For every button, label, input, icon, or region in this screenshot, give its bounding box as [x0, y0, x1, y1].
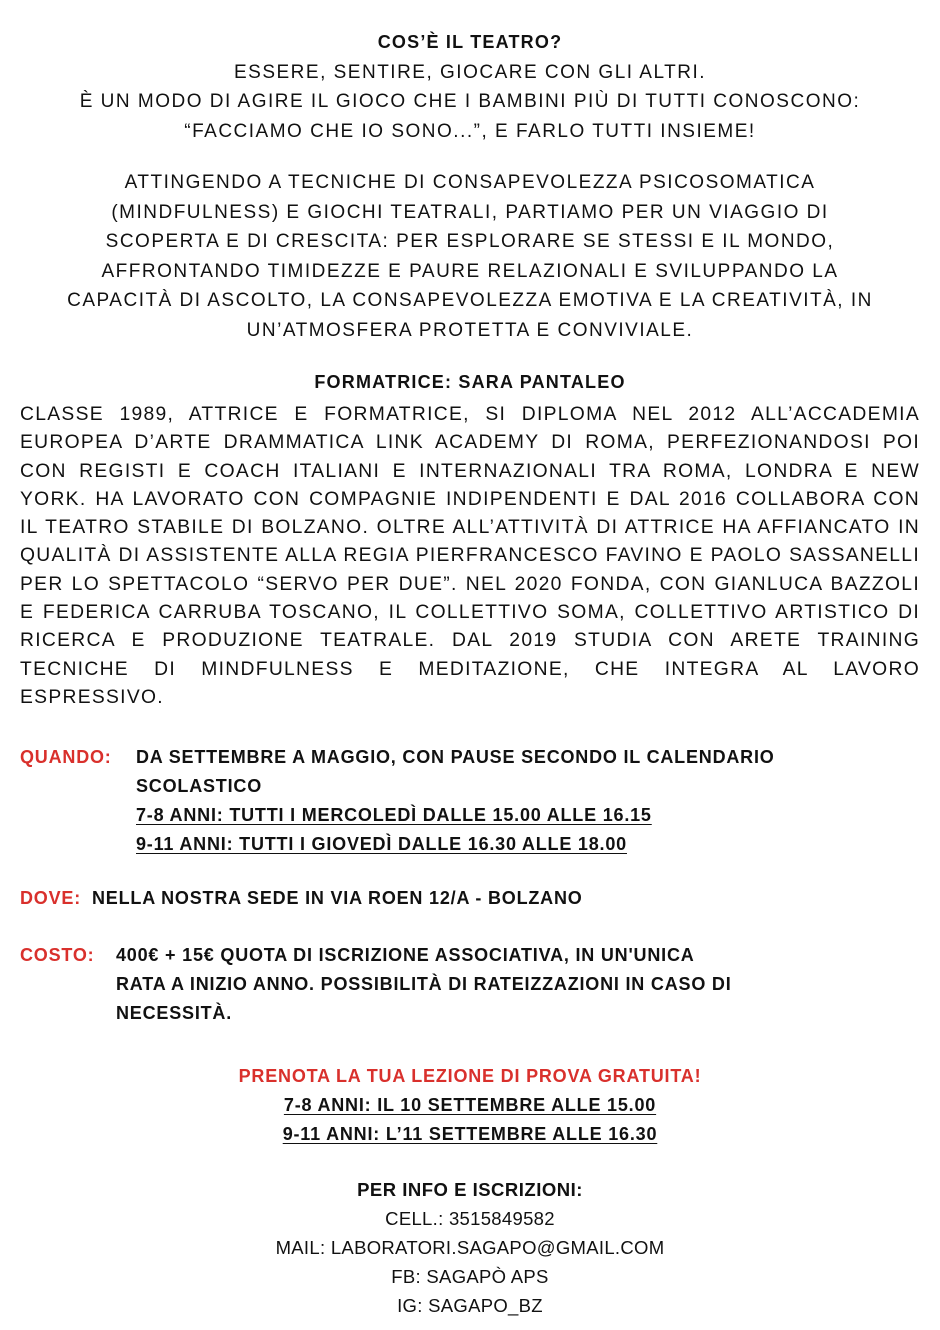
when-details — [136, 743, 916, 859]
where-address: NELLA NOSTRA SEDE IN VIA ROEN 12/A - BOLZANO — [92, 888, 583, 908]
method-line: SCOPERTA E DI CRESCITA: PER ESPLORARE SE STESSI E IL MONDO, — [105, 231, 835, 252]
intro-title: COS’È IL TEATRO? — [377, 32, 563, 52]
contact-title: PER INFO E ISCRIZIONI: — [357, 1179, 583, 1200]
contact-email: MAIL: LABORATORI.SAGAPO@GMAIL.COM — [275, 1237, 665, 1258]
method-line: (MINDFULNESS) E GIOCHI TEATRALI, PARTIAMO PER UN VIAGGIO DI — [111, 201, 829, 223]
where-label: DOVE: — [20, 888, 82, 908]
method-line: AFFRONTANDO TIMIDEZZE E PAURE RELAZIONALI E SVILUPPANDO LA — [101, 260, 839, 282]
when-schedule-7-8: 7-8 ANNI: TUTTI I MERCOLEDÌ DALLE 15.00 ALLE 16.15 — [136, 805, 652, 825]
method-line: UN’ATMOSFERA PROTETTA E CONVIVIALE. — [246, 319, 694, 341]
intro-line: ESSERE, SENTIRE, GIOCARE CON GLI ALTRI. — [233, 61, 707, 83]
contact-phone: CELL.: 3515849582 — [385, 1208, 555, 1229]
cost-line: NECESSITÀ. — [116, 1003, 233, 1023]
trainer-heading: FORMATRICE: SARA PANTALEO — [314, 372, 626, 392]
when-period: DA SETTEMBRE A MAGGIO, CON PAUSE SECONDO IL CALENDARIO — [136, 747, 775, 767]
intro-section — [0, 28, 940, 146]
method-paragraph — [20, 168, 920, 345]
cost-details — [116, 941, 876, 1028]
method-line: CAPACITÀ DI ASCOLTO, LA CONSAPEVOLEZZA EMOTIVA E LA CREATIVITÀ, IN — [67, 290, 873, 311]
trial-date-7-8: 7-8 ANNI: IL 10 SETTEMBRE ALLE 15.00 — [283, 1095, 657, 1115]
method-line: ATTINGENDO A TECNICHE DI CONSAPEVOLEZZA PSICOSOMATICA — [124, 172, 816, 193]
contact-instagram: IG: SAGAPO_BZ — [397, 1295, 543, 1316]
contact-facebook: FB: SAGAPÒ APS — [391, 1266, 549, 1287]
when-period-cont: SCOLASTICO — [136, 776, 263, 796]
contact-section — [0, 1175, 940, 1320]
trial-section — [0, 1062, 940, 1149]
trial-title: PRENOTA LA TUA LEZIONE DI PROVA GRATUITA! — [238, 1066, 702, 1086]
trial-date-9-11: 9-11 ANNI: L’11 SETTEMBRE ALLE 16.30 — [282, 1124, 658, 1144]
intro-line: “FACCIAMO CHE IO SONO...”, E FARLO TUTTI INSIEME! — [184, 120, 756, 142]
cost-line: RATA A INIZIO ANNO. POSSIBILITÀ DI RATEIZZAZIONI IN CASO DI — [116, 974, 732, 994]
cost-line: 400€ + 15€ QUOTA DI ISCRIZIONE ASSOCIATIVA, IN UN'UNICA — [116, 945, 695, 965]
when-label: QUANDO: — [20, 747, 112, 767]
trainer-bio: CLASSE 1989, ATTRICE E FORMATRICE, SI DIPLOMA NEL 2012 ALL’ACCADEMIA EUROPEA D’ARTE DRAMMATICA LINK ACADEMY DI ROMA, PERFEZIONANDOSI POI CON REGISTI E COACH ITALIANI E INTERNAZIONALI TRA ROMA, LONDRA E NEW YORK. HA LAVORATO CON COMPAGNIE INDIPENDENTI E DAL 2016 COLLABORA CON IL TEATRO STABILE DI BOLZANO. OLTRE ALL’ATTIVITÀ DI ATTRICE HA AFFIANCATO IN QUALITÀ DI ASSISTENTE ALLA REGIA PIERFRANCESCO FAVINO E PAOLO SASSANELLI PER LO SPETTACOLO “SERVO PER DUE”. NEL 2020 FONDA, CON GIANLUCA BAZZOLI E FEDERICA CARRUBA TOSCANO, IL COLLETTIVO SOMA, COLLETTIVO ARTISTICO DI RICERCA E PRODUZIONE TEATRALE. DAL 2019 STUDIA CON ARETE TRAINING TECNICHE DI MINDFULNESS E MEDITAZIONE, CHE INTEGRA AL LAVORO ESPRESSIVO. — [20, 404, 920, 708]
cost-label: COSTO: — [20, 945, 95, 965]
intro-line: È UN MODO DI AGIRE IL GIOCO CHE I BAMBINI PIÙ DI TUTTI CONOSCONO: — [79, 91, 861, 112]
when-schedule-9-11: 9-11 ANNI: TUTTI I GIOVEDÌ DALLE 16.30 ALLE 18.00 — [136, 834, 627, 854]
